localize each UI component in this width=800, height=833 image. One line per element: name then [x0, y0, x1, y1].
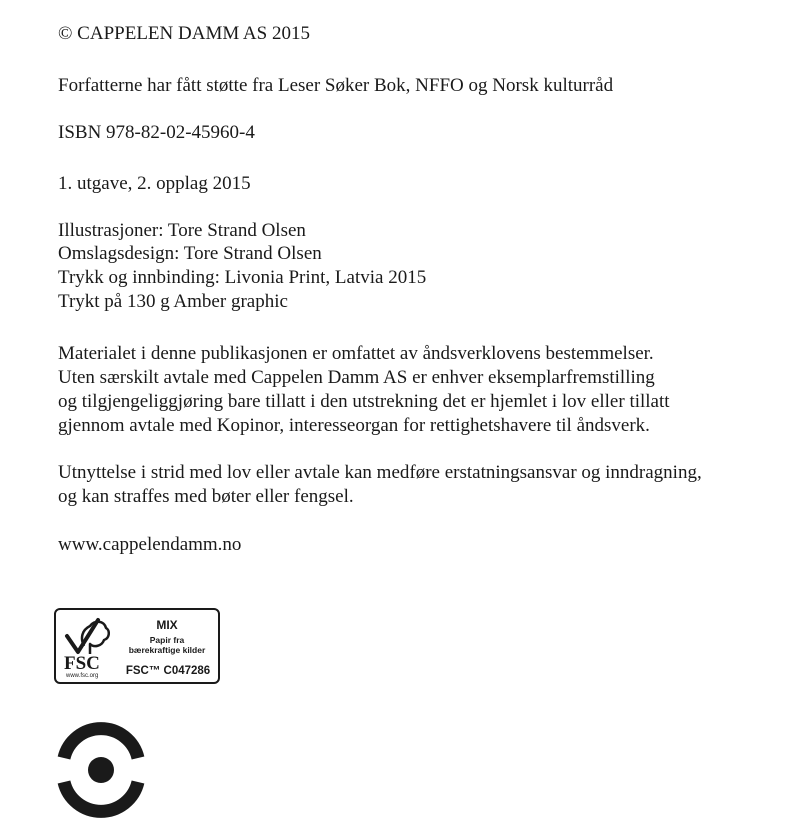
fsc-website: www.fsc.org — [66, 673, 99, 679]
support-line: Forfatterne har fått støtte fra Leser Søker Bok, NFFO og Norsk kulturråd — [58, 75, 614, 96]
penalty-line: og kan straffes med bøter eller fengsel. — [58, 486, 354, 507]
fsc-logo-text: FSC — [64, 653, 100, 674]
edition-line: 1. utgave, 2. opplag 2015 — [58, 173, 251, 194]
fsc-sub-line-1: Papir fra — [149, 635, 185, 645]
copyright-line: © CAPPELEN DAMM AS 2015 — [58, 23, 310, 44]
fsc-mix-label: MIX — [156, 618, 178, 632]
rights-line: gjennom avtale med Kopinor, interesseorgan for rettighetshavere til åndsverk. — [58, 415, 650, 436]
cappelen-damm-logo-icon — [53, 722, 149, 818]
credit-illustrations: Illustrasjoner: Tore Strand Olsen — [58, 220, 306, 241]
fsc-label — [54, 608, 220, 684]
isbn-line: ISBN 978-82-02-45960-4 — [58, 122, 255, 143]
website-link[interactable]: www.cappelendamm.no — [58, 534, 242, 555]
rights-line: Materialet i denne publikasjonen er omfattet av åndsverklovens bestemmelser. — [58, 343, 654, 364]
credit-cover-design: Omslagsdesign: Tore Strand Olsen — [58, 243, 322, 264]
rights-line: og tilgjengeliggjøring bare tillatt i den utstrekning det er hjemlet i lov eller tillatt — [58, 391, 670, 412]
fsc-tree-checkmark-icon — [64, 616, 110, 658]
rights-line: Uten særskilt avtale med Cappelen Damm AS er enhver eksemplarfremstilling — [58, 367, 655, 388]
fsc-sub-line-2: bærekraftige kilder — [128, 645, 206, 655]
credit-print: Trykk og innbinding: Livonia Print, Latvia 2015 — [58, 267, 427, 288]
fsc-license-code: FSC™ C047286 — [125, 665, 211, 677]
credit-paper: Trykt på 130 g Amber graphic — [58, 291, 288, 312]
penalty-line: Utnyttelse i strid med lov eller avtale kan medføre erstatningsansvar og inndragning, — [58, 462, 702, 483]
